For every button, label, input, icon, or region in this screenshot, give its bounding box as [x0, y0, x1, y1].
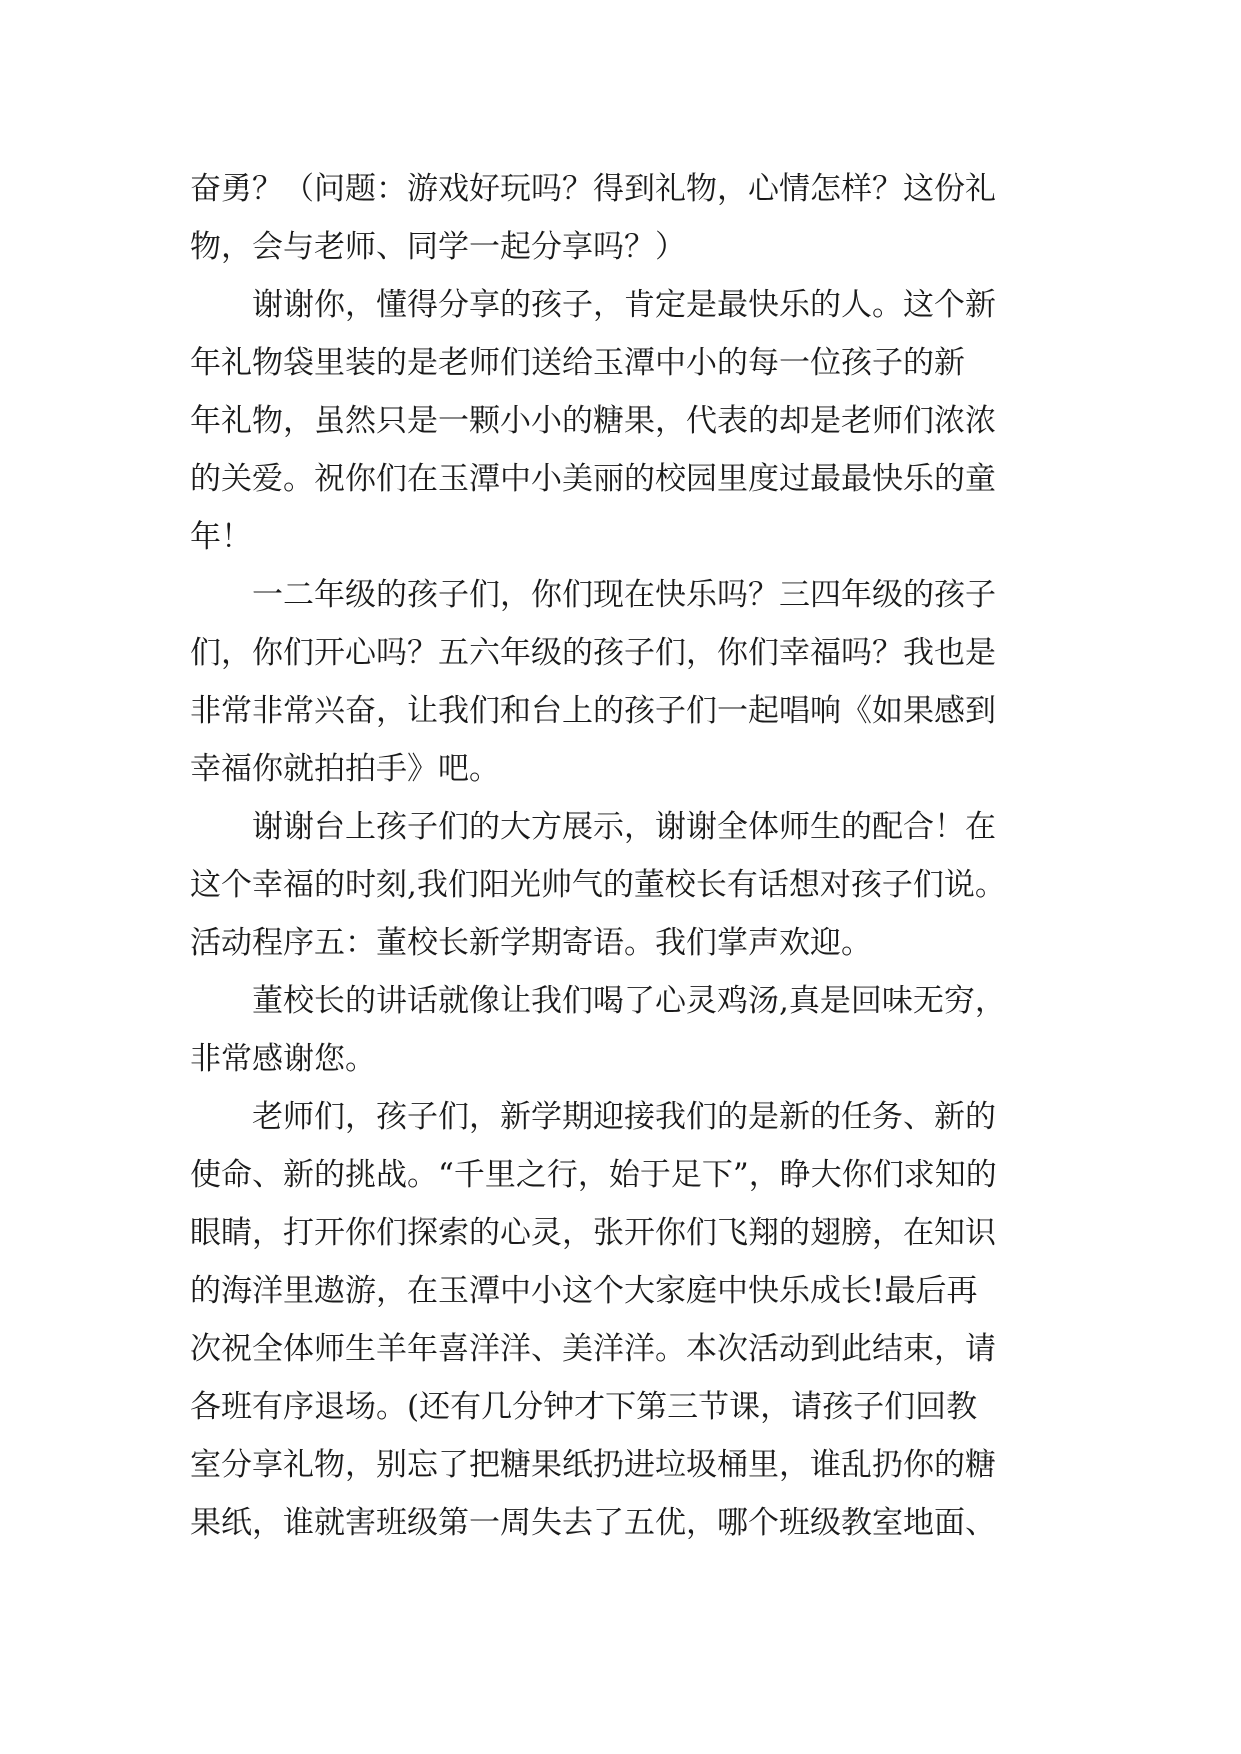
text-line: 谢谢台上孩子们的大方展示，谢谢全体师生的配合！在 [252, 809, 996, 845]
text-line: 使命、新的挑战。“千里之行，始于足下”，睁大你们求知的 [190, 1157, 997, 1193]
document-body [190, 160, 1050, 1552]
text-line: 这个幸福的时刻,我们阳光帅气的董校长有话想对孩子们说。 [190, 867, 1006, 903]
text-line: 各班有序退场。(还有几分钟才下第三节课，请孩子们回教 [190, 1389, 978, 1425]
text-line: 年！ [190, 519, 252, 555]
text-line: 的海洋里遨游，在玉潭中小这个大家庭中快乐成长!最后再 [190, 1273, 978, 1309]
text-line: 室分享礼物，别忘了把糖果纸扔进垃圾桶里，谁乱扔你的糖 [190, 1447, 996, 1483]
text-line: 次祝全体师生羊年喜洋洋、美洋洋。本次活动到此结束，请 [190, 1331, 996, 1367]
text-line: 谢谢你，懂得分享的孩子，肯定是最快乐的人。这个新 [252, 287, 996, 323]
text-line: 非常感谢您。 [190, 1041, 376, 1077]
text-line: 一二年级的孩子们，你们现在快乐吗？三四年级的孩子 [252, 577, 996, 613]
text-line: 年礼物，虽然只是一颗小小的糖果，代表的却是老师们浓浓 [190, 403, 996, 439]
text-line: 物，会与老师、同学一起分享吗？） [190, 229, 686, 265]
text-line: 的关爱。祝你们在玉潭中小美丽的校园里度过最最快乐的童 [190, 461, 996, 497]
text-line: 幸福你就拍拍手》吧。 [190, 751, 500, 787]
text-line: 非常非常兴奋，让我们和台上的孩子们一起唱响《如果感到 [190, 693, 996, 729]
text-line: 董校长的讲话就像让我们喝了心灵鸡汤,真是回味无穷， [252, 983, 1006, 1019]
text-line: 们，你们开心吗？五六年级的孩子们，你们幸福吗？我也是 [190, 635, 996, 671]
text-line: 果纸，谁就害班级第一周失去了五优，哪个班级教室地面、 [190, 1505, 996, 1541]
text-line: 眼睛，打开你们探索的心灵，张开你们飞翔的翅膀，在知识 [190, 1215, 996, 1251]
text-line: 年礼物袋里装的是老师们送给玉潭中小的每一位孩子的新 [190, 345, 965, 381]
text-line: 活动程序五：董校长新学期寄语。我们掌声欢迎。 [190, 925, 872, 961]
text-line: 奋勇？（问题：游戏好玩吗？得到礼物，心情怎样？这份礼 [190, 171, 996, 207]
text-line: 老师们，孩子们，新学期迎接我们的是新的任务、新的 [252, 1099, 996, 1135]
